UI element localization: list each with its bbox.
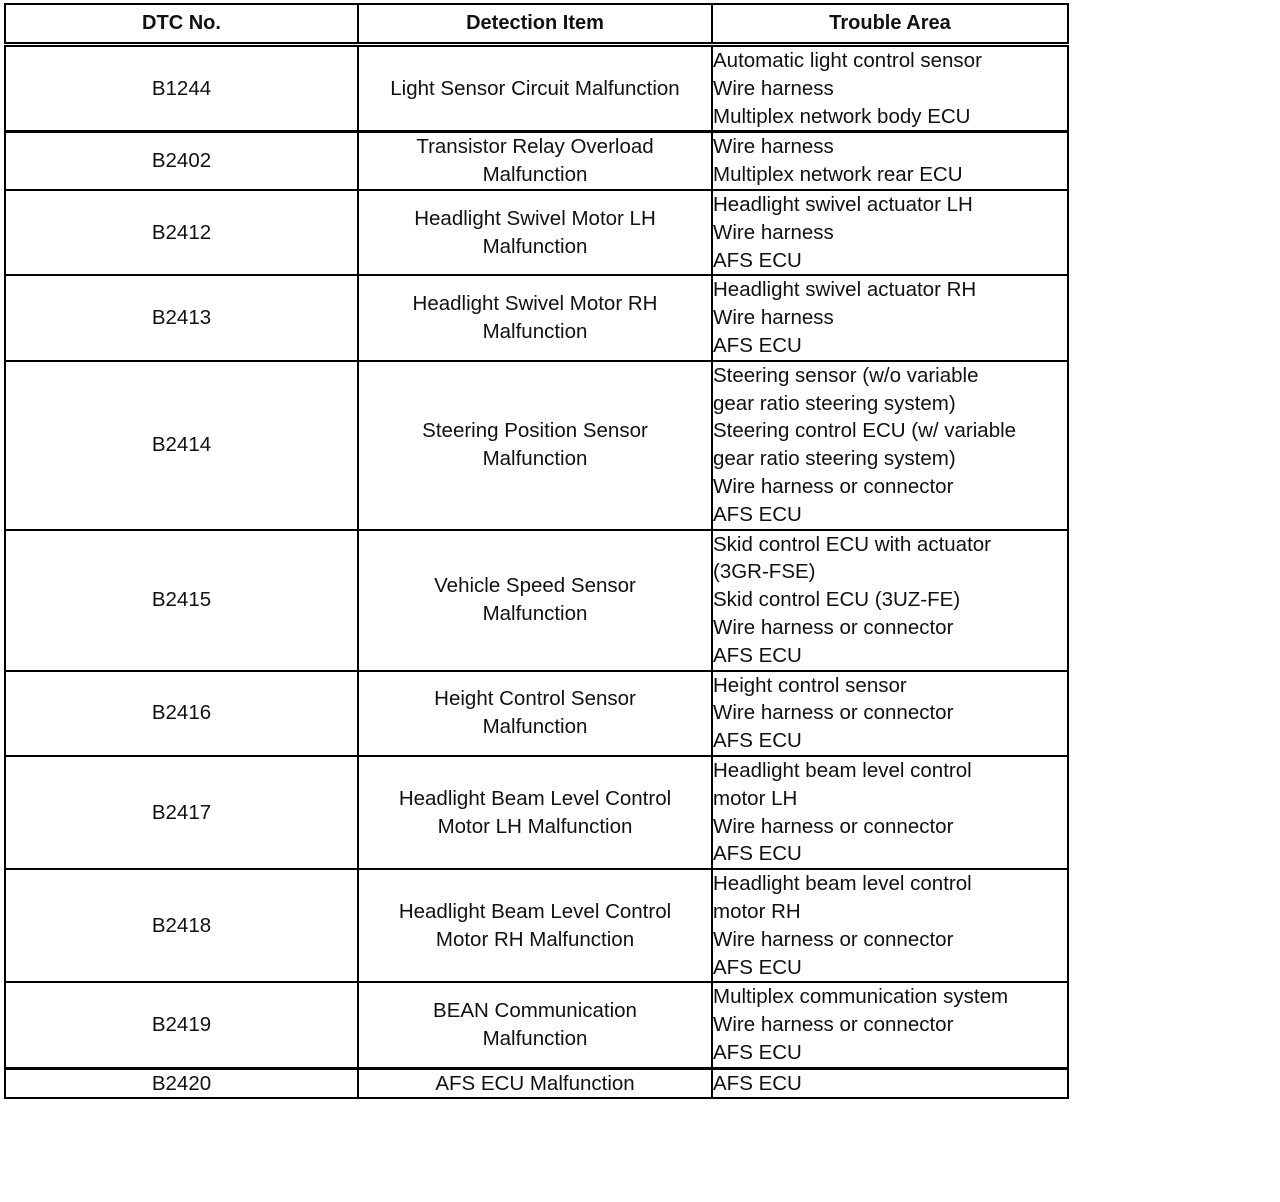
- trouble-area-line: Wire harness: [713, 135, 834, 159]
- detection-item-cell: [358, 132, 712, 190]
- trouble-area-cell: [712, 530, 1068, 671]
- detection-item-line: Malfunction: [482, 234, 588, 258]
- dtc-code-cell: B2418: [5, 869, 358, 982]
- trouble-area-line: Steering control ECU (w/ variable: [713, 419, 1017, 443]
- trouble-area-line: Skid control ECU with actuator: [713, 532, 992, 556]
- detection-item-line: Malfunction: [482, 715, 588, 739]
- header-detection-item: Detection Item: [358, 4, 712, 45]
- trouble-area-line: AFS ECU: [713, 1071, 802, 1095]
- detection-item-line: Transistor Relay Overload: [416, 135, 654, 159]
- trouble-area-line: gear ratio steering system): [713, 447, 956, 471]
- detection-item-cell: [358, 982, 712, 1068]
- detection-item-line: Motor LH Malfunction: [437, 814, 633, 838]
- trouble-area-line: Automatic light control sensor: [713, 49, 982, 72]
- trouble-area-line: AFS ECU: [713, 729, 802, 753]
- trouble-area-cell: [712, 982, 1068, 1068]
- dtc-code-cell: B2412: [5, 190, 358, 275]
- trouble-area-line: Wire harness or connector: [713, 474, 954, 498]
- dtc-code-cell: B2414: [5, 361, 358, 530]
- detection-item-cell: [358, 869, 712, 982]
- trouble-area-line: gear ratio steering system): [713, 391, 956, 415]
- trouble-area-line: Wire harness or connector: [713, 615, 954, 639]
- trouble-area-cell: [712, 361, 1068, 530]
- trouble-area-cell: [712, 275, 1068, 360]
- trouble-area-line: Skid control ECU (3UZ-FE): [713, 588, 961, 612]
- detection-item-line: Malfunction: [482, 163, 588, 187]
- trouble-area-line: Headlight swivel actuator LH: [713, 192, 973, 216]
- trouble-area-line: AFS ECU: [713, 502, 802, 526]
- dtc-code-cell: B2417: [5, 756, 358, 869]
- dtc-code-cell: B2419: [5, 982, 358, 1068]
- trouble-area-line: Height control sensor: [713, 673, 907, 697]
- trouble-area-line: AFS ECU: [713, 643, 802, 667]
- detection-item-line: Headlight Swivel Motor LH: [414, 206, 656, 230]
- trouble-area-cell: [712, 45, 1068, 132]
- trouble-area-line: Multiplex communication system: [713, 985, 1009, 1009]
- trouble-area-line: AFS ECU: [713, 955, 802, 979]
- trouble-area-line: Headlight beam level control: [713, 758, 972, 782]
- detection-item-line: Height Control Sensor: [434, 687, 636, 711]
- header-dtc-no: DTC No.: [5, 4, 358, 45]
- detection-item-line: Vehicle Speed Sensor: [434, 574, 636, 598]
- table-row: [5, 869, 1068, 982]
- detection-item-cell: [358, 530, 712, 671]
- detection-item-cell: [358, 756, 712, 869]
- trouble-area-line: Wire harness or connector: [713, 701, 954, 725]
- trouble-area-line: Steering sensor (w/o variable: [713, 363, 979, 387]
- table-row: [5, 756, 1068, 869]
- trouble-area-cell: [712, 671, 1068, 756]
- trouble-area-line: motor LH: [713, 786, 798, 810]
- detection-item-line: Headlight Swivel Motor RH: [412, 292, 658, 316]
- dtc-code-cell: B2420: [5, 1068, 358, 1098]
- trouble-area-cell: [712, 869, 1068, 982]
- trouble-area-line: Wire harness or connector: [713, 814, 954, 838]
- detection-item-cell: [358, 190, 712, 275]
- detection-item-line: Light Sensor Circuit Malfunction: [390, 76, 680, 100]
- trouble-area-line: Wire harness or connector: [713, 1013, 954, 1037]
- detection-item-line: Malfunction: [482, 602, 588, 626]
- trouble-area-line: (3GR-FSE): [713, 560, 816, 584]
- table-body: [5, 45, 1068, 1099]
- dtc-code-cell: B2415: [5, 530, 358, 671]
- trouble-area-line: motor RH: [713, 899, 801, 923]
- trouble-area-line: Wire harness: [713, 306, 834, 330]
- trouble-area-line: Wire harness: [713, 220, 834, 244]
- table-row: [5, 190, 1068, 275]
- detection-item-cell: [358, 361, 712, 530]
- trouble-area-line: Headlight swivel actuator RH: [713, 278, 977, 302]
- detection-item-line: Malfunction: [482, 320, 588, 344]
- detection-item-line: Steering Position Sensor: [422, 419, 648, 443]
- dtc-code-cell: B2402: [5, 132, 358, 190]
- table-row: [5, 361, 1068, 530]
- trouble-area-cell: [712, 132, 1068, 190]
- trouble-area-line: Multiplex network body ECU: [713, 104, 971, 128]
- detection-item-cell: [358, 671, 712, 756]
- trouble-area-line: Wire harness: [713, 76, 834, 100]
- trouble-area-cell: [712, 1068, 1068, 1098]
- dtc-code-cell: B2416: [5, 671, 358, 756]
- detection-item-line: AFS ECU Malfunction: [435, 1071, 635, 1095]
- trouble-area-cell: [712, 190, 1068, 275]
- trouble-area-line: Multiplex network rear ECU: [713, 163, 963, 187]
- dtc-code-cell: B2413: [5, 275, 358, 360]
- detection-item-cell: [358, 275, 712, 360]
- trouble-area-line: AFS ECU: [713, 1040, 802, 1064]
- detection-item-line: Motor RH Malfunction: [435, 927, 635, 951]
- trouble-area-line: AFS ECU: [713, 333, 802, 357]
- detection-item-line: Malfunction: [482, 447, 588, 471]
- dtc-code-cell: B1244: [5, 45, 358, 132]
- table-row: [5, 982, 1068, 1068]
- trouble-area-line: Wire harness or connector: [713, 927, 954, 951]
- trouble-area-line: AFS ECU: [713, 842, 802, 866]
- trouble-area-line: AFS ECU: [713, 248, 802, 272]
- detection-item-line: Malfunction: [482, 1026, 588, 1050]
- detection-item-line: BEAN Communication: [433, 999, 637, 1023]
- detection-item-line: Headlight Beam Level Control: [398, 786, 672, 810]
- trouble-area-cell: [712, 756, 1068, 869]
- detection-item-cell: [358, 45, 712, 132]
- trouble-area-line: Headlight beam level control: [713, 872, 972, 896]
- table-row: [5, 45, 1068, 132]
- table-row: [5, 275, 1068, 360]
- table-row: [5, 1068, 1068, 1098]
- table-row: [5, 132, 1068, 190]
- header-row: [5, 4, 1068, 45]
- header-trouble-area: Trouble Area: [712, 4, 1068, 45]
- table-row: [5, 671, 1068, 756]
- detection-item-cell: [358, 1068, 712, 1098]
- detection-item-line: Headlight Beam Level Control: [398, 899, 672, 923]
- dtc-table: [4, 3, 1069, 1099]
- table-row: [5, 530, 1068, 671]
